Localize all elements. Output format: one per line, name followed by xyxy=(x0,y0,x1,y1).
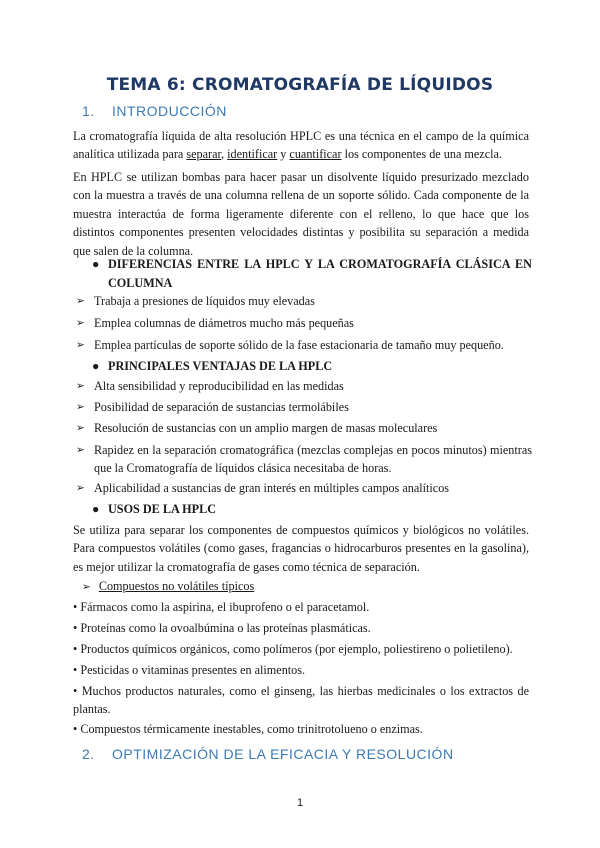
arrow-bullet-icon: ➢ xyxy=(76,444,85,456)
intro-paragraph-1 xyxy=(73,127,529,164)
arrow-bullet-icon: ➢ xyxy=(76,422,85,434)
subsection-compuestos xyxy=(82,577,254,596)
arrow-bullet-icon: ➢ xyxy=(76,317,85,329)
intro-text: los componentes de una mezcla. xyxy=(341,147,502,162)
page-title: TEMA 6: CROMATOGRAFÍA DE LÍQUIDOS xyxy=(106,75,494,95)
underlined-word-separar: separar xyxy=(186,147,222,162)
list-item-text: Alta sensibilidad y reproducibilidad en las medidas xyxy=(94,379,344,393)
list-item-text: Emplea columnas de diámetros mucho más pequeñas xyxy=(94,316,354,330)
separator: y xyxy=(277,147,290,162)
list-item xyxy=(76,399,532,417)
section-number: 1. xyxy=(82,103,95,119)
arrow-bullet-icon: ➢ xyxy=(82,581,91,593)
list-item xyxy=(76,315,532,333)
list-item xyxy=(76,420,532,438)
list-item: • Proteínas como la ovoalbúmina o las proteínas plasmáticas. xyxy=(73,621,371,635)
list-item xyxy=(76,442,532,477)
list-item xyxy=(76,480,532,498)
subsection-title: Compuestos no volátiles típicos xyxy=(98,579,255,593)
subheading-diferencias xyxy=(92,255,532,292)
arrow-bullet-icon: ➢ xyxy=(76,339,85,351)
section-label: INTRODUCCIÓN xyxy=(112,103,227,119)
arrow-bullet-icon: ➢ xyxy=(76,482,85,494)
bullet-icon: ● xyxy=(92,257,100,271)
list-item-text: Trabaja a presiones de líquidos muy elevadas xyxy=(94,294,315,308)
subheading-ventajas xyxy=(92,357,532,376)
list-item: • Pesticidas o vitaminas presentes en alimentos. xyxy=(73,663,306,677)
section-heading-introduccion xyxy=(82,103,227,119)
section-heading-optimizacion xyxy=(82,746,454,762)
list-item-text: Emplea partículas de soporte sólido de la fase estacionaria de tamaño muy pequeño. xyxy=(94,338,504,352)
list-item-text: Aplicabilidad a sustancias de gran interés en múltiples campos analíticos xyxy=(94,481,450,495)
subheading-text: PRINCIPALES VENTAJAS DE LA HPLC xyxy=(108,359,333,373)
intro-paragraph-2: En HPLC se utilizan bombas para hacer pasar un disolvente líquido presurizado mezclado con la muestra a través de una columna rellena de un soporte sólido. Cada componente de la muestra interactúa de forma ligeramente diferente con el relleno, lo que hace que los distintos componentes presenten velocidades distintas y posibilita su separación a medida que salen de la columna. xyxy=(73,170,529,258)
arrow-bullet-icon: ➢ xyxy=(76,380,85,392)
subheading-text: DIFERENCIAS ENTRE LA HPLC Y LA CROMATOGRAFÍA CLÁSICA EN COLUMNA xyxy=(108,257,532,290)
list-item-text: Rapidez en la separación cromatográfica (mezclas complejas en pocos minutos) mientras que la Cromatografía de líquidos clásica necesitaba de horas. xyxy=(94,443,532,475)
intro-text: La cromatografía líquida de alta resolución HPLC es una técnica en el campo de la química analítica utilizada para xyxy=(73,129,529,162)
list-item: • Compuestos térmicamente inestables, como trinitrotolueno o enzimas. xyxy=(73,722,423,736)
bullet-icon: ● xyxy=(92,359,100,373)
list-item xyxy=(76,337,532,355)
page-number: 1 xyxy=(296,797,304,809)
section-number: 2. xyxy=(82,746,95,762)
section-label: OPTIMIZACIÓN DE LA EFICACIA Y RESOLUCIÓN xyxy=(112,746,454,762)
subheading-usos xyxy=(92,500,532,519)
list-item: • Muchos productos naturales, como el ginseng, las hierbas medicinales o los extractos de plantas. xyxy=(73,684,529,716)
usos-paragraph: Se utiliza para separar los componentes de compuestos químicos y biológicos no volátiles. Para compuestos volátiles (como gases, fragancias o hidrocarburos presentes en la gasolina), es mejor utilizar la cromatografía de gases como técnica de separación. xyxy=(73,523,529,574)
list-item-text: Posibilidad de separación de sustancias termolábiles xyxy=(94,400,349,414)
separator: , xyxy=(221,147,228,162)
list-item: • Fármacos como la aspirina, el ibuprofeno o el paracetamol. xyxy=(73,600,370,614)
bullet-icon: ● xyxy=(92,502,100,516)
list-item-text: Resolución de sustancias con un amplio margen de masas moleculares xyxy=(94,421,438,435)
underlined-word-cuantificar: cuantificar xyxy=(289,147,342,162)
arrow-bullet-icon: ➢ xyxy=(76,401,85,413)
subheading-text: USOS DE LA HPLC xyxy=(108,502,217,516)
list-item xyxy=(76,378,532,396)
arrow-bullet-icon: ➢ xyxy=(76,295,85,307)
list-item: • Productos químicos orgánicos, como polímeros (por ejemplo, poliestireno o polietileno). xyxy=(73,642,513,656)
list-item xyxy=(76,293,532,311)
underlined-word-identificar: identificar xyxy=(227,147,278,162)
